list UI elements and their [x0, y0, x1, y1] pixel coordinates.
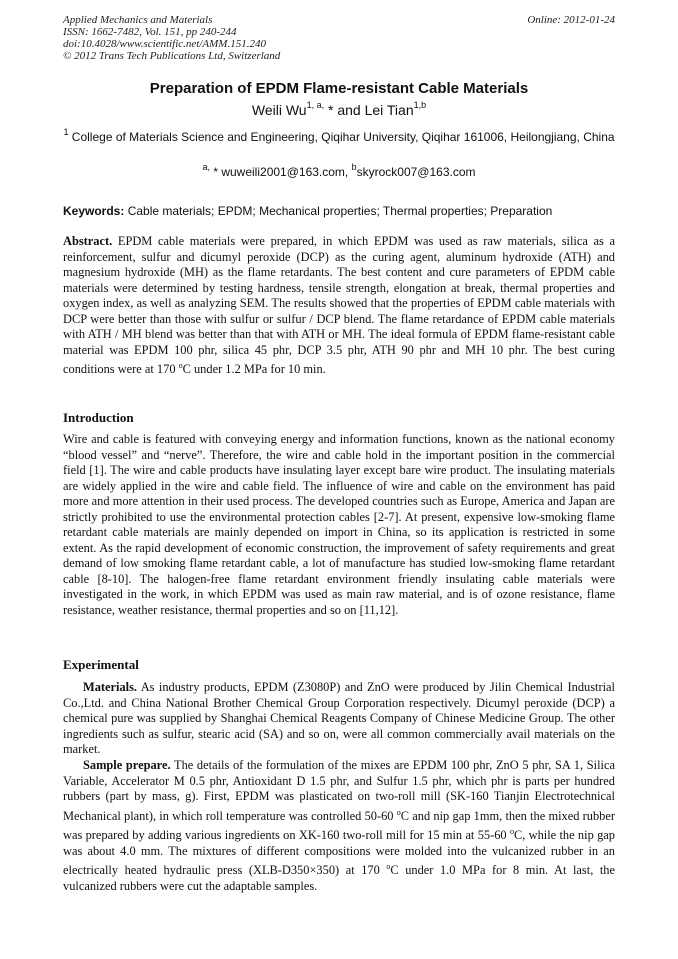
- abstract: [63, 234, 615, 378]
- abstract-tail: C under 1.2 MPa for 10 min.: [182, 362, 326, 377]
- corresponding-star: *: [324, 102, 338, 118]
- sample-text-2: C and nip gap 1mm, then the mixed rubber was prepared by adding various ingredients on XK-160 two-roll mill for 15 min at 55-60: [63, 808, 615, 843]
- sample-label: Sample prepare.: [83, 758, 171, 772]
- introduction-heading: Introduction: [63, 410, 134, 425]
- sample-paragraph: [63, 758, 615, 894]
- journal-header: [63, 14, 615, 62]
- sample-degree-3: o: [386, 862, 391, 872]
- introduction-text: Wire and cable is featured with conveying energy and information functions, known as the national economy “blood vessel” and “nerve”. Therefore, the wire and cable hold in the important position in the commercial field [1]. The wire and cable products have insulating layer except bare wire product. The insulating materials are widely applied in the wire and cable field. The influence of wire and cable on the environment has paid more and more attention in their used process. The developed countries such as Europe, America and Japan are strictly prohibited to use the environmental protection cables [2-7]. At present, expensive low-smoking flame retardant cable materials are mainly depended on import in China, so its application is restricted in some extent. As the rapid development of economic construction, the improvement of safety requirements and great demand of low smoking flame retardant cable, a lot of manufacture has studied low-smoking flame retardant cable [8-10]. The halogen-free flame retardant environment friendly insulating cable materials were investigated in the work, in which EPDM was used as main raw material, and is of ozone resistance, flame resistance, weather resistance, thermal properties and so on [11,12].: [63, 432, 615, 617]
- journal-doi: doi:10.4028/www.scientific.net/AMM.151.240: [63, 38, 266, 50]
- keywords-text: Cable materials; EPDM; Mechanical properties; Thermal properties; Preparation: [124, 204, 553, 218]
- affiliation: [63, 127, 615, 145]
- materials-paragraph: [63, 680, 615, 758]
- author-1-sup: 1, a,: [306, 100, 325, 111]
- author-1: Weili Wu: [251, 102, 307, 118]
- journal-name: Applied Mechanics and Materials: [63, 14, 213, 26]
- affiliation-text: College of Materials Science and Engineering, Qiqihar University, Qiqihar 161006, Heilongjiang, China: [71, 130, 615, 144]
- sample-text-1: The details of the formulation of the mixes are EPDM 100 phr, ZnO 5 phr, SA 1, Silica Variable, Accelerator M 0.5 phr, Antioxidant D 1.5 phr, and Sulfur 1.5 phr, which phr is parts per hundred rubbers (part by mass, g). First, EPDM was plasticated on two-roll mill (SK-160 Tianjin Electrotechnical Mechanical plant), in which roll temperature was controlled 50-60: [63, 758, 615, 823]
- abstract-degree: o: [178, 361, 183, 370]
- author-2-sup: 1,b: [413, 100, 427, 111]
- materials-label: Materials.: [83, 680, 138, 694]
- journal-issn: ISSN: 1662-7482, Vol. 151, pp 240-244: [63, 26, 237, 38]
- sample-text-3: C, while the nip gap was about 4.0 mm. The mixtures of different compositions were molded into the vulcanized rubber in an electrically heated hydraulic press (XLB-D350×350) at 170: [63, 828, 615, 878]
- journal-copyright: © 2012 Trans Tech Publications Ltd, Switzerland: [63, 50, 281, 62]
- email-1: * wuweili2001@163.com,: [210, 165, 352, 179]
- experimental-heading: Experimental: [63, 657, 139, 672]
- abstract-text: EPDM cable materials were prepared, in which EPDM was used as raw materials, silica as a reinforcement, sulfur and dicumyl peroxide (DCP) as the curing agent, aluminum hydroxide (ATH) and magnesium hydroxide (MH) as the flame retardants. The best content and cure parameters of EPDM cable materials were determined by testing hardness, tensile strength, elongation at break, thermal properties and oxygen index, as well as analyzing SEM. The results showed that the properties of EPDM cable materials with DCP were better than those with sulfur or sulfur / DCP blend. The flame retardance of EPDM cable materials with ATH / MH blend was better than that with ATH or MH. The ideal formula of EPDM flame-resistant cable material was EPDM 100 phr, silica 45 phr, DCP 3.5 phr, ATH 90 phr and MH 10 phr. The best curing conditions were at 170: [63, 234, 615, 377]
- abstract-label: Abstract.: [63, 234, 113, 248]
- keywords-label: Keywords:: [63, 204, 125, 218]
- affiliation-sup: 1: [63, 127, 69, 137]
- keywords: [63, 204, 615, 219]
- email-line: [63, 162, 615, 180]
- sample-text-4: C under 1.0 MPa for 8 min. At last, the vulcanized rubbers were cut the adaptable samples.: [63, 863, 615, 893]
- author-2: and Lei Tian: [337, 102, 414, 118]
- author-line: [63, 101, 615, 119]
- materials-text: As industry products, EPDM (Z3080P) and ZnO were produced by Jilin Chemical Industrial Co.,Ltd. and China National Brother Chemical Group Corporation respectively. Dicumyl peroxide (DCP) a chemical pure was supplied by Shanghai Chemical Reagents Company of Chinese Medicine Group. The other ingredients such as sulfur, stearic acid (SA) and so on, were all common commercially avail materials on the market.: [63, 680, 615, 756]
- sample-degree-2: o: [509, 827, 514, 837]
- online-date: Online: 2012-01-24: [527, 14, 615, 26]
- sample-degree-1: o: [396, 807, 401, 817]
- paper-title: Preparation of EPDM Flame-resistant Cable Materials: [149, 80, 529, 97]
- email-sup-b: b: [351, 162, 357, 172]
- email-2: skyrock007@163.com: [356, 165, 476, 179]
- email-sup-a: a,: [202, 162, 210, 172]
